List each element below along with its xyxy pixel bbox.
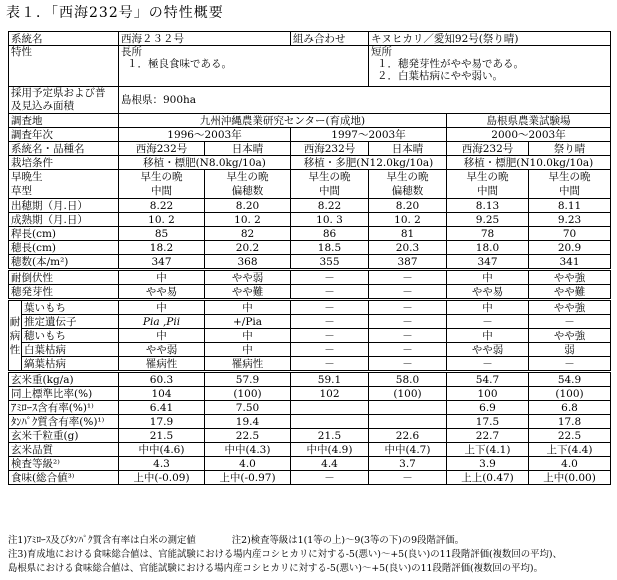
table-cell: 8.20 bbox=[369, 199, 447, 213]
table-row bbox=[9, 199, 611, 213]
table-cell: 387 bbox=[369, 255, 447, 270]
table-cell: 上下(4.4) bbox=[529, 443, 611, 457]
table-cell: 上下(4.1) bbox=[447, 443, 529, 457]
table-cell: 22.6 bbox=[369, 429, 447, 443]
table-cell: － bbox=[369, 471, 447, 485]
row-label: 同上標準比率(%) bbox=[9, 387, 119, 401]
plant-type-label: 草型 bbox=[11, 185, 32, 197]
area-value: 島根県：900ha bbox=[119, 87, 611, 114]
table-cell: 上中(-0.09) bbox=[119, 471, 205, 485]
table-cell: 18.5 bbox=[291, 241, 369, 255]
cultivation-row bbox=[9, 156, 611, 170]
table-row bbox=[9, 255, 611, 270]
table-cell: 20.2 bbox=[205, 241, 291, 255]
row-label: 玄米重(kg/a) bbox=[9, 372, 119, 387]
table-cell: 中 bbox=[205, 300, 291, 315]
merit-title: 長所 bbox=[121, 46, 142, 58]
table-cell: やや弱 bbox=[205, 270, 291, 285]
table-cell: 10. 2 bbox=[369, 213, 447, 227]
note-1a: 注1)ｱﾐﾛｰｽ及びﾀﾝﾊﾟｸ質含有率は白米の測定値 bbox=[8, 535, 196, 546]
table-cell: 9.25 bbox=[447, 213, 529, 227]
table-cell: 7.50 bbox=[205, 401, 291, 415]
cultivation-1: 移植・標肥(N8.0kg/10a) bbox=[119, 156, 291, 170]
area-label bbox=[9, 87, 119, 114]
variety-cell: 日本晴 bbox=[369, 142, 447, 156]
site-row bbox=[9, 114, 611, 128]
table-cell: 19.4 bbox=[205, 415, 291, 429]
variety-cell: 西海232号 bbox=[447, 142, 529, 156]
year-3: 2000～2003年 bbox=[447, 128, 611, 142]
maturity-cell: 早生の晩 偏穂数 bbox=[205, 170, 291, 199]
table-row bbox=[9, 457, 611, 471]
table-cell: 17.5 bbox=[447, 415, 529, 429]
row-label: 穂いもち bbox=[22, 329, 119, 343]
table-cell: 中中(4.6) bbox=[119, 443, 205, 457]
table-cell: 6.41 bbox=[119, 401, 205, 415]
table-cell: 6.9 bbox=[447, 401, 529, 415]
table-cell: 104 bbox=[119, 387, 205, 401]
area-label-line-1: 採用予定県および普 bbox=[11, 87, 106, 99]
note-3: 注3)育成地における食味総合値は、官能試験における場内産コシヒカリに対する-5(悪い)～+5(良い)の11段階評価(複数回の平均)、 bbox=[8, 549, 562, 560]
maturity-cell: 早生の晩 中間 bbox=[119, 170, 205, 199]
row-label: 玄米品質 bbox=[9, 443, 119, 457]
area-row bbox=[9, 87, 611, 114]
cross-label: 組み合わせ bbox=[291, 32, 369, 46]
table-cell: 罹病性 bbox=[119, 357, 205, 372]
row-label: 食味(総合値³⁾ bbox=[9, 471, 119, 485]
table-cell bbox=[369, 401, 447, 415]
table-cell: やや強 bbox=[529, 270, 611, 285]
row-label: 玄米千粒重(g) bbox=[9, 429, 119, 443]
table-cell: やや弱 bbox=[119, 343, 205, 357]
table-cell: 3.7 bbox=[369, 457, 447, 471]
table-cell: 58.0 bbox=[369, 372, 447, 387]
table-cell: 54.9 bbox=[529, 372, 611, 387]
variety-cell: 日本晴 bbox=[205, 142, 291, 156]
table-cell bbox=[369, 415, 447, 429]
maturity-row bbox=[9, 170, 611, 199]
row-label: 白葉枯病 bbox=[22, 343, 119, 357]
table-row bbox=[9, 329, 611, 343]
demerit-item-2: ２．白葉枯病にやや弱い。 bbox=[377, 70, 503, 82]
demerit-item-1: １．穂発芽性がやや易である。 bbox=[377, 58, 524, 70]
table-cell: 8.22 bbox=[291, 199, 369, 213]
row-label: 出穂期（月.日） bbox=[9, 199, 119, 213]
variety-row bbox=[9, 142, 611, 156]
table-cell: 21.5 bbox=[119, 429, 205, 443]
cultivation-2: 移植・多肥(N12.0kg/10a) bbox=[291, 156, 447, 170]
table-cell: 8.11 bbox=[529, 199, 611, 213]
table-cell: － bbox=[291, 300, 369, 315]
table-cell: やや弱 bbox=[447, 343, 529, 357]
table-cell: やや易 bbox=[119, 285, 205, 300]
table-row bbox=[9, 343, 611, 357]
table-cell: +/Pia bbox=[205, 315, 291, 329]
trait-row bbox=[9, 46, 611, 87]
table-cell: 57.9 bbox=[205, 372, 291, 387]
table-cell: － bbox=[291, 329, 369, 343]
table-cell: Pia ,Pii bbox=[119, 315, 205, 329]
table-cell: 22.5 bbox=[205, 429, 291, 443]
table-cell: － bbox=[369, 300, 447, 315]
table-cell: (100) bbox=[529, 387, 611, 401]
cultivation-3: 移植・標肥(N10.0kg/10a) bbox=[447, 156, 611, 170]
variety-cell: 西海232号 bbox=[291, 142, 369, 156]
table-row bbox=[9, 471, 611, 485]
table-cell: － bbox=[529, 315, 611, 329]
row-label: ﾀﾝﾊﾟｸ質含有率(%)¹⁾ bbox=[9, 415, 119, 429]
row-label: 穂発芽性 bbox=[9, 285, 119, 300]
table-cell: 8.20 bbox=[205, 199, 291, 213]
row-label: 穂長(cm) bbox=[9, 241, 119, 255]
table-cell: 18.0 bbox=[447, 241, 529, 255]
table-cell: 81 bbox=[369, 227, 447, 241]
line-name-value: 西海２３２号 bbox=[119, 32, 291, 46]
row-label: 検査等級²⁾ bbox=[9, 457, 119, 471]
table-cell: 59.1 bbox=[291, 372, 369, 387]
table-cell: 10. 2 bbox=[119, 213, 205, 227]
maturity-cell: 早生の晩 中間 bbox=[529, 170, 611, 199]
table-cell: 21.5 bbox=[291, 429, 369, 443]
table-row bbox=[9, 387, 611, 401]
table-cell: 347 bbox=[447, 255, 529, 270]
table-cell: 中 bbox=[205, 329, 291, 343]
year-2: 1997～2003年 bbox=[291, 128, 447, 142]
table-cell: 22.5 bbox=[529, 429, 611, 443]
row-label: 稈長(cm) bbox=[9, 227, 119, 241]
maturity-cell: 早生の晩 偏穂数 bbox=[369, 170, 447, 199]
table-cell: － bbox=[291, 357, 369, 372]
maturity-label-1: 早晩生 bbox=[11, 171, 43, 183]
table-cell: 中 bbox=[119, 329, 205, 343]
table-cell: 4.3 bbox=[119, 457, 205, 471]
table-row bbox=[9, 241, 611, 255]
note-4: 島根県における食味総合値は、官能試験における場内産コシヒカリに対する-5(悪い)～+5(良い)の11段階評価(複数回の平均)。 bbox=[8, 563, 543, 574]
line-name-label: 系統名 bbox=[9, 32, 119, 46]
table-cell: 3.9 bbox=[447, 457, 529, 471]
table-row bbox=[9, 213, 611, 227]
table-cell: 罹病性 bbox=[205, 357, 291, 372]
maturity-cell: 早生の晩 中間 bbox=[447, 170, 529, 199]
table-cell: － bbox=[369, 343, 447, 357]
year-row bbox=[9, 128, 611, 142]
table-cell: (100) bbox=[205, 387, 291, 401]
table-cell: やや難 bbox=[205, 285, 291, 300]
table-cell: － bbox=[447, 357, 529, 372]
table-cell: 上中(0.00) bbox=[529, 471, 611, 485]
row-label: 葉いもち bbox=[22, 300, 119, 315]
table-cell: 54.7 bbox=[447, 372, 529, 387]
table-cell: やや強 bbox=[529, 300, 611, 315]
table-row bbox=[9, 315, 611, 329]
row-label: 縞葉枯病 bbox=[22, 357, 119, 372]
table-cell: やや強 bbox=[529, 329, 611, 343]
variety-label: 系統名・品種名 bbox=[9, 142, 119, 156]
year-1: 1996～2003年 bbox=[119, 128, 291, 142]
table-cell: 82 bbox=[205, 227, 291, 241]
table-cell: 17.9 bbox=[119, 415, 205, 429]
year-label: 調査年次 bbox=[9, 128, 119, 142]
table-cell: 中中(4.3) bbox=[205, 443, 291, 457]
table-cell: － bbox=[291, 343, 369, 357]
table-cell: 8.22 bbox=[119, 199, 205, 213]
table-cell: 中 bbox=[119, 300, 205, 315]
row-label: 穂数(本/m²) bbox=[9, 255, 119, 270]
table-cell: 100 bbox=[447, 387, 529, 401]
table-cell: やや難 bbox=[529, 285, 611, 300]
table-cell: 中 bbox=[447, 300, 529, 315]
note-1 bbox=[8, 534, 562, 548]
table-cell: 10. 3 bbox=[291, 213, 369, 227]
table-cell: 中中(4.9) bbox=[291, 443, 369, 457]
table-cell: (100) bbox=[369, 387, 447, 401]
table-cell: 347 bbox=[119, 255, 205, 270]
maturity-cell: 早生の晩 中間 bbox=[291, 170, 369, 199]
table-cell: やや易 bbox=[447, 285, 529, 300]
table-row bbox=[9, 372, 611, 387]
table-row bbox=[9, 357, 611, 372]
trait-label: 特性 bbox=[9, 46, 119, 87]
row-label: 推定遺伝子 bbox=[22, 315, 119, 329]
table-cell: 70 bbox=[529, 227, 611, 241]
characteristics-table bbox=[8, 31, 611, 485]
table-row bbox=[9, 443, 611, 457]
table-cell: 6.8 bbox=[529, 401, 611, 415]
cultivation-label: 栽培条件 bbox=[9, 156, 119, 170]
demerit-title: 短所 bbox=[371, 46, 392, 58]
table-cell: 17.8 bbox=[529, 415, 611, 429]
table-cell: － bbox=[369, 357, 447, 372]
table-cell: 60.3 bbox=[119, 372, 205, 387]
row-label: 耐倒伏性 bbox=[9, 270, 119, 285]
table-row bbox=[9, 300, 611, 315]
demerit-cell bbox=[369, 46, 611, 87]
table-row bbox=[9, 285, 611, 300]
table-cell: 18.2 bbox=[119, 241, 205, 255]
table-title: 表１．「西海232号」の特性概要 bbox=[6, 5, 224, 21]
table-row bbox=[9, 415, 611, 429]
table-cell: 102 bbox=[291, 387, 369, 401]
area-label-line-2: 及見込み面積 bbox=[11, 100, 74, 112]
table-cell: 341 bbox=[529, 255, 611, 270]
table-cell: － bbox=[291, 285, 369, 300]
table-cell: 368 bbox=[205, 255, 291, 270]
table-cell: 85 bbox=[119, 227, 205, 241]
table-row bbox=[9, 270, 611, 285]
maturity-label bbox=[9, 170, 119, 199]
table-cell: 上上(0.47) bbox=[447, 471, 529, 485]
table-cell: 10. 2 bbox=[205, 213, 291, 227]
table-row bbox=[9, 429, 611, 443]
variety-cell: 祭り晴 bbox=[529, 142, 611, 156]
line-row bbox=[9, 32, 611, 46]
table-cell: 中 bbox=[447, 329, 529, 343]
site-2: 島根県農業試験場 bbox=[447, 114, 611, 128]
row-label: 成熟期（月.日） bbox=[9, 213, 119, 227]
table-cell: － bbox=[369, 270, 447, 285]
table-cell bbox=[291, 415, 369, 429]
merit-cell bbox=[119, 46, 369, 87]
table-cell: 22.7 bbox=[447, 429, 529, 443]
table-cell: 中 bbox=[205, 343, 291, 357]
table-cell: 弱 bbox=[529, 343, 611, 357]
table-cell: 9.23 bbox=[529, 213, 611, 227]
footnotes bbox=[8, 534, 562, 576]
table-cell bbox=[291, 401, 369, 415]
table-cell: － bbox=[369, 315, 447, 329]
site-1: 九州沖縄農業研究センター(育成地) bbox=[119, 114, 447, 128]
table-cell: 78 bbox=[447, 227, 529, 241]
table-cell: 86 bbox=[291, 227, 369, 241]
table-cell: － bbox=[291, 471, 369, 485]
table-cell: 中中(4.7) bbox=[369, 443, 447, 457]
table-cell: 4.0 bbox=[529, 457, 611, 471]
merit-item-1: １．極良食味である。 bbox=[127, 58, 232, 70]
table-cell: － bbox=[369, 285, 447, 300]
table-cell: － bbox=[529, 357, 611, 372]
site-label: 調査地 bbox=[9, 114, 119, 128]
table-cell: 8.13 bbox=[447, 199, 529, 213]
table-cell: 上中(-0.97) bbox=[205, 471, 291, 485]
table-cell: 中 bbox=[447, 270, 529, 285]
table-cell: － bbox=[291, 315, 369, 329]
variety-cell: 西海232号 bbox=[119, 142, 205, 156]
table-row bbox=[9, 401, 611, 415]
table-cell: － bbox=[291, 270, 369, 285]
table-cell: 20.9 bbox=[529, 241, 611, 255]
table-cell: 4.0 bbox=[205, 457, 291, 471]
table-cell: 355 bbox=[291, 255, 369, 270]
disease-group-label: 耐 病 性 bbox=[9, 300, 22, 372]
note-1b: 注2)検査等級は1(1等の上)～9(3等の下)の9段階評価。 bbox=[231, 535, 464, 546]
table-cell: 中 bbox=[119, 270, 205, 285]
table-cell: 20.3 bbox=[369, 241, 447, 255]
table-cell: 4.4 bbox=[291, 457, 369, 471]
table-row bbox=[9, 227, 611, 241]
row-label: ｱﾐﾛｰｽ含有率(%)¹⁾ bbox=[9, 401, 119, 415]
cross-value: キヌヒカリ／愛知92号(祭り晴) bbox=[369, 32, 611, 46]
table-cell: － bbox=[369, 329, 447, 343]
table-cell: － bbox=[447, 315, 529, 329]
